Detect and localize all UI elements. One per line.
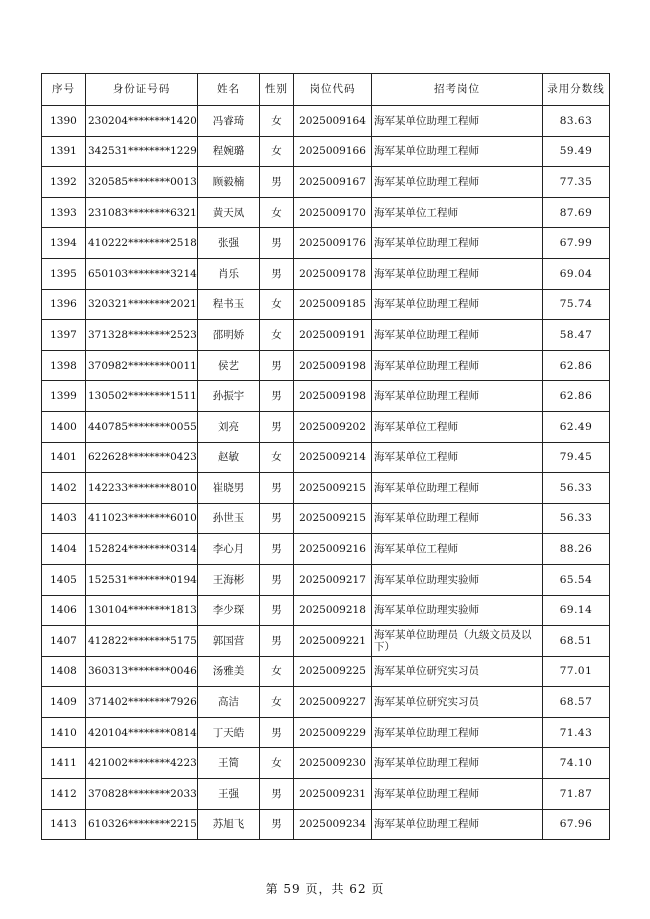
table-row: [42, 320, 610, 351]
cell-position: 海军某单位助理工程师: [372, 809, 543, 840]
cell-name: 王海彬: [198, 564, 260, 595]
cell-gender: 女: [260, 106, 294, 137]
cell-serial: 1393: [42, 197, 86, 228]
cell-serial: 1407: [42, 626, 86, 657]
cell-score: 69.04: [543, 258, 610, 289]
cell-score: 69.14: [543, 595, 610, 626]
cell-gender: 男: [260, 717, 294, 748]
cell-serial: 1413: [42, 809, 86, 840]
cell-position-code: 2025009166: [294, 136, 372, 167]
cell-name: 刘亮: [198, 411, 260, 442]
cell-name: 高洁: [198, 687, 260, 718]
cell-position-code: 2025009185: [294, 289, 372, 320]
cell-id-number: 152531********0194: [86, 564, 198, 595]
cell-gender: 女: [260, 748, 294, 779]
header-position: 招考岗位: [372, 74, 543, 106]
cell-name: 孙世玉: [198, 503, 260, 534]
table-row: [42, 687, 610, 718]
table-row: [42, 748, 610, 779]
header-serial: 序号: [42, 74, 86, 106]
cell-name: 王简: [198, 748, 260, 779]
cell-gender: 男: [260, 473, 294, 504]
cell-position-code: 2025009234: [294, 809, 372, 840]
cell-position: 海军某单位工程师: [372, 442, 543, 473]
cell-id-number: 142233********8010: [86, 473, 198, 504]
cell-position: 海军某单位助理工程师: [372, 167, 543, 198]
cell-position: 海军某单位工程师: [372, 534, 543, 565]
cell-serial: 1395: [42, 258, 86, 289]
cell-score: 62.86: [543, 381, 610, 412]
table-row: [42, 350, 610, 381]
cell-name: 邵明娇: [198, 320, 260, 351]
cell-gender: 男: [260, 564, 294, 595]
cell-position: 海军某单位助理工程师: [372, 717, 543, 748]
cell-name: 苏旭飞: [198, 809, 260, 840]
cell-position: 海军某单位助理工程师: [372, 136, 543, 167]
cell-gender: 女: [260, 442, 294, 473]
cell-score: 67.96: [543, 809, 610, 840]
cell-position-code: 2025009215: [294, 473, 372, 504]
cell-gender: 男: [260, 350, 294, 381]
cell-score: 88.26: [543, 534, 610, 565]
cell-id-number: 152824********0314: [86, 534, 198, 565]
cell-id-number: 370828********2033: [86, 779, 198, 810]
cell-id-number: 610326********2215: [86, 809, 198, 840]
table-row: [42, 442, 610, 473]
cell-score: 67.99: [543, 228, 610, 259]
cell-name: 丁天皓: [198, 717, 260, 748]
cell-id-number: 130502********1511: [86, 381, 198, 412]
cell-score: 74.10: [543, 748, 610, 779]
cell-position: 海军某单位助理工程师: [372, 289, 543, 320]
cell-position: 海军某单位助理工程师: [372, 320, 543, 351]
cell-name: 汤雅美: [198, 656, 260, 687]
cell-score: 68.57: [543, 687, 610, 718]
cell-position-code: 2025009229: [294, 717, 372, 748]
cell-position: 海军某单位助理工程师: [372, 503, 543, 534]
cell-score: 56.33: [543, 473, 610, 504]
cell-gender: 男: [260, 534, 294, 565]
cell-name: 侯艺: [198, 350, 260, 381]
cell-id-number: 320321********2021: [86, 289, 198, 320]
cell-serial: 1398: [42, 350, 86, 381]
cell-gender: 男: [260, 779, 294, 810]
table-row: [42, 136, 610, 167]
cell-position: 海军某单位助理工程师: [372, 228, 543, 259]
table-row: [42, 809, 610, 840]
header-gender: 性别: [260, 74, 294, 106]
cell-gender: 男: [260, 595, 294, 626]
cell-name: 张强: [198, 228, 260, 259]
cell-id-number: 130104********1813: [86, 595, 198, 626]
cell-score: 87.69: [543, 197, 610, 228]
page-footer: 第 59 页，共 62 页: [265, 882, 385, 896]
cell-position: 海军某单位助理工程师: [372, 106, 543, 137]
cell-gender: 女: [260, 656, 294, 687]
cell-serial: 1411: [42, 748, 86, 779]
header-position-code: 岗位代码: [294, 74, 372, 106]
cell-name: 程书玉: [198, 289, 260, 320]
cell-serial: 1397: [42, 320, 86, 351]
cell-score: 65.54: [543, 564, 610, 595]
table-row: [42, 564, 610, 595]
cell-position-code: 2025009170: [294, 197, 372, 228]
cell-id-number: 421002********4223: [86, 748, 198, 779]
header-score-line: 录用分数线: [543, 74, 610, 106]
cell-name: 郭国营: [198, 626, 260, 657]
cell-gender: 女: [260, 197, 294, 228]
cell-id-number: 370982********0011: [86, 350, 198, 381]
cell-score: 62.49: [543, 411, 610, 442]
cell-serial: 1412: [42, 779, 86, 810]
cell-position-code: 2025009202: [294, 411, 372, 442]
cell-name: 程婉璐: [198, 136, 260, 167]
cell-name: 冯睿琦: [198, 106, 260, 137]
cell-score: 59.49: [543, 136, 610, 167]
cell-gender: 男: [260, 626, 294, 657]
cell-name: 王强: [198, 779, 260, 810]
cell-name: 顾毅楠: [198, 167, 260, 198]
table-row: [42, 534, 610, 565]
cell-gender: 女: [260, 289, 294, 320]
cell-serial: 1409: [42, 687, 86, 718]
cell-name: 赵敏: [198, 442, 260, 473]
cell-score: 58.47: [543, 320, 610, 351]
cell-id-number: 650103********3214: [86, 258, 198, 289]
cell-serial: 1396: [42, 289, 86, 320]
cell-serial: 1405: [42, 564, 86, 595]
cell-id-number: 410222********2518: [86, 228, 198, 259]
table-row: [42, 717, 610, 748]
cell-position-code: 2025009218: [294, 595, 372, 626]
cell-position-code: 2025009216: [294, 534, 372, 565]
cell-score: 62.86: [543, 350, 610, 381]
cell-score: 71.43: [543, 717, 610, 748]
cell-serial: 1401: [42, 442, 86, 473]
table-row: [42, 381, 610, 412]
cell-name: 肖乐: [198, 258, 260, 289]
cell-id-number: 360313********0046: [86, 656, 198, 687]
cell-id-number: 320585********0013: [86, 167, 198, 198]
cell-position-code: 2025009217: [294, 564, 372, 595]
cell-gender: 男: [260, 381, 294, 412]
cell-position: 海军某单位助理实验师: [372, 564, 543, 595]
table-row: [42, 228, 610, 259]
cell-gender: 男: [260, 228, 294, 259]
cell-position-code: 2025009164: [294, 106, 372, 137]
cell-position: 海军某单位研究实习员: [372, 687, 543, 718]
cell-gender: 女: [260, 320, 294, 351]
cell-serial: 1390: [42, 106, 86, 137]
cell-serial: 1402: [42, 473, 86, 504]
cell-gender: 男: [260, 809, 294, 840]
cell-gender: 女: [260, 687, 294, 718]
cell-name: 李少琛: [198, 595, 260, 626]
cell-position: 海军某单位工程师: [372, 411, 543, 442]
table-header-row: [42, 74, 610, 106]
cell-score: 77.35: [543, 167, 610, 198]
cell-serial: 1400: [42, 411, 86, 442]
cell-position-code: 2025009227: [294, 687, 372, 718]
table-row: [42, 626, 610, 657]
cell-position-code: 2025009231: [294, 779, 372, 810]
cell-score: 56.33: [543, 503, 610, 534]
cell-name: 崔晓男: [198, 473, 260, 504]
cell-id-number: 420104********0814: [86, 717, 198, 748]
cell-position-code: 2025009230: [294, 748, 372, 779]
table-row: [42, 289, 610, 320]
cell-serial: 1394: [42, 228, 86, 259]
table-body: [42, 106, 610, 840]
table-row: [42, 503, 610, 534]
cell-position-code: 2025009178: [294, 258, 372, 289]
cell-position: 海军某单位助理工程师: [372, 258, 543, 289]
cell-serial: 1404: [42, 534, 86, 565]
cell-name: 孙振宇: [198, 381, 260, 412]
cell-position-code: 2025009191: [294, 320, 372, 351]
table-row: [42, 411, 610, 442]
cell-score: 75.74: [543, 289, 610, 320]
cell-serial: 1406: [42, 595, 86, 626]
cell-position: 海军某单位助理工程师: [372, 350, 543, 381]
cell-gender: 女: [260, 136, 294, 167]
cell-id-number: 230204********1420: [86, 106, 198, 137]
cell-gender: 男: [260, 503, 294, 534]
table-row: [42, 779, 610, 810]
table-row: [42, 656, 610, 687]
table-row: [42, 473, 610, 504]
cell-serial: 1392: [42, 167, 86, 198]
header-name: 姓名: [198, 74, 260, 106]
table-row: [42, 167, 610, 198]
cell-serial: 1410: [42, 717, 86, 748]
cell-gender: 男: [260, 411, 294, 442]
cell-score: 77.01: [543, 656, 610, 687]
cell-id-number: 231083********6321: [86, 197, 198, 228]
cell-score: 83.63: [543, 106, 610, 137]
table-row: [42, 106, 610, 137]
cell-position-code: 2025009225: [294, 656, 372, 687]
cell-serial: 1391: [42, 136, 86, 167]
cell-position-code: 2025009198: [294, 350, 372, 381]
cell-serial: 1403: [42, 503, 86, 534]
cell-position: 海军某单位助理工程师: [372, 381, 543, 412]
cell-serial: 1408: [42, 656, 86, 687]
cell-name: 黄天凤: [198, 197, 260, 228]
cell-id-number: 371328********2523: [86, 320, 198, 351]
cell-score: 79.45: [543, 442, 610, 473]
table-row: [42, 595, 610, 626]
cell-position: 海军某单位助理工程师: [372, 473, 543, 504]
cell-id-number: 440785********0055: [86, 411, 198, 442]
cell-id-number: 411023********6010: [86, 503, 198, 534]
header-id-number: 身份证号码: [86, 74, 198, 106]
cell-position: 海军某单位助理工程师: [372, 748, 543, 779]
cell-score: 68.51: [543, 626, 610, 657]
cell-id-number: 412822********5175: [86, 626, 198, 657]
cell-id-number: 371402********7926: [86, 687, 198, 718]
admission-score-table: [41, 73, 610, 840]
cell-position-code: 2025009214: [294, 442, 372, 473]
cell-position-code: 2025009198: [294, 381, 372, 412]
cell-serial: 1399: [42, 381, 86, 412]
cell-position: 海军某单位研究实习员: [372, 656, 543, 687]
cell-name: 李心月: [198, 534, 260, 565]
cell-position: 海军某单位助理实验师: [372, 595, 543, 626]
cell-gender: 男: [260, 167, 294, 198]
cell-position: 海军某单位助理工程师: [372, 779, 543, 810]
cell-position-code: 2025009221: [294, 626, 372, 657]
cell-score: 71.87: [543, 779, 610, 810]
cell-position: 海军某单位助理员（九级文员及以下）: [372, 626, 543, 657]
cell-id-number: 342531********1229: [86, 136, 198, 167]
table-row: [42, 197, 610, 228]
cell-gender: 男: [260, 258, 294, 289]
cell-position-code: 2025009215: [294, 503, 372, 534]
cell-position-code: 2025009176: [294, 228, 372, 259]
cell-id-number: 622628********0423: [86, 442, 198, 473]
table-row: [42, 258, 610, 289]
cell-position: 海军某单位工程师: [372, 197, 543, 228]
cell-position-code: 2025009167: [294, 167, 372, 198]
